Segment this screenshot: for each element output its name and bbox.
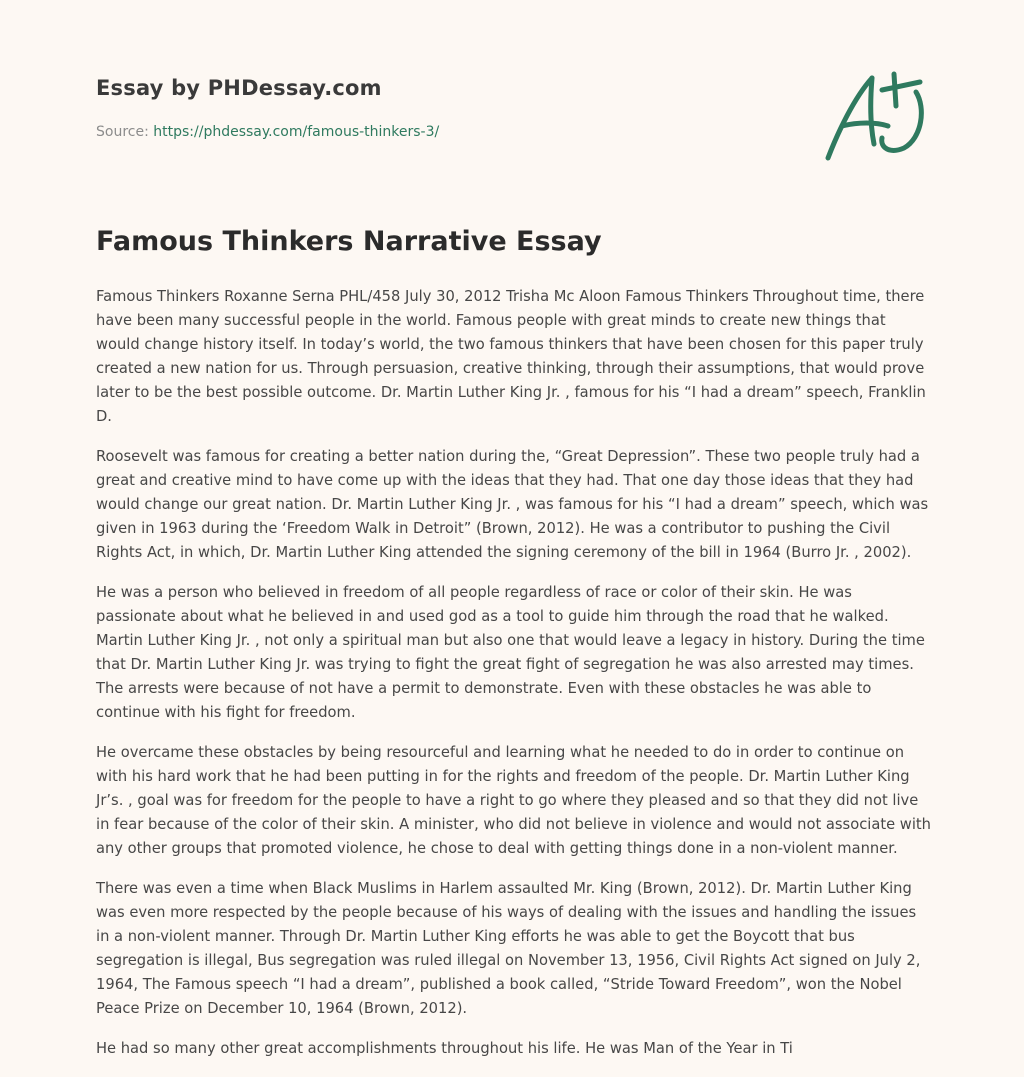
- source-line: [96, 124, 439, 140]
- source-link[interactable]: https://phdessay.com/famous-thinkers-3/: [153, 124, 440, 140]
- essay-title: Famous Thinkers Narrative Essay: [96, 226, 602, 257]
- essay-paragraph: Roosevelt was famous for creating a better nation during the, “Great Depression”. These two people truly had a great and creative mind to have come up with the ideas that they had. That one day those ideas that they had would change our great nation. Dr. Martin Luther King Jr. , was famous for his “I had a dream” speech, which was given in 1963 during the ‘Freedom Walk in Detroit” (Brown, 2012). He was a contributor to pushing the Civil Rights Act, in which, Dr. Martin Luther King attended the signing ceremony of the bill in 1964 (Burro Jr. , 2002).: [96, 448, 929, 561]
- page: [96, 0, 932, 1057]
- essay-body: [96, 285, 932, 1077]
- essay-paragraph: Famous Thinkers Roxanne Serna PHL/458 July 30, 2012 Trisha Mc Aloon Famous Thinkers Throughout time, there have been many successful people in the world. Famous people with great minds to create new things that would change history itself. In today’s world, the two famous thinkers that have been chosen for this paper truly created a new nation for us. Through persuasion, creative thinking, through their assumptions, that would prove later to be the best possible outcome. Dr. Martin Luther King Jr. , famous for his “I had a dream” speech, Franklin D.: [96, 288, 926, 425]
- essay-paragraph: He was a person who believed in freedom of all people regardless of race or color of their skin. He was passionate about what he believed in and used god as a tool to guide him through the road that he walked. Martin Luther King Jr. , not only a spiritual man but also one that would leave a legacy in history. During the time that Dr. Martin Luther King Jr. was trying to fight the great fight of segregation he was also arrested may times. The arrests were because of not have a permit to demonstrate. Even with these obstacles he was able to continue with his fight for freedom.: [96, 584, 925, 721]
- header: [96, 0, 932, 190]
- brand-name: Essay by PHDessay.com: [96, 76, 382, 100]
- essay-paragraph: He overcame these obstacles by being resourceful and learning what he needed to do in order to continue on with his hard work that he had been putting in for the rights and freedom of the people. Dr. Martin Luther King Jr’s. , goal was for freedom for the people to have a right to go where they pleased and so that they did not live in fear because of the color of their skin. A minister, who did not believe in violence and would not associate with any other groups that promoted violence, he chose to deal with getting things done in a non-violent manner.: [96, 744, 931, 857]
- source-label: Source:: [96, 124, 149, 140]
- essay-paragraph: He had so many other great accomplishments throughout his life. He was Man of the Year in Ti: [96, 1040, 793, 1057]
- a-plus-logo-icon: [824, 68, 928, 164]
- essay-paragraph: There was even a time when Black Muslims in Harlem assaulted Mr. King (Brown, 2012). Dr. Martin Luther King was even more respected by the people because of his ways of dealing with the issues and handling the issues in a non-violent manner. Through Dr. Martin Luther King efforts he was able to get the Boycott that bus segregation is illegal, Bus segregation was ruled illegal on November 13, 1956, Civil Rights Act signed on July 2, 1964, The Famous speech “I had a dream”, published a book called, “Stride Toward Freedom”, won the Nobel Peace Prize on December 10, 1964 (Brown, 2012).: [96, 880, 921, 1017]
